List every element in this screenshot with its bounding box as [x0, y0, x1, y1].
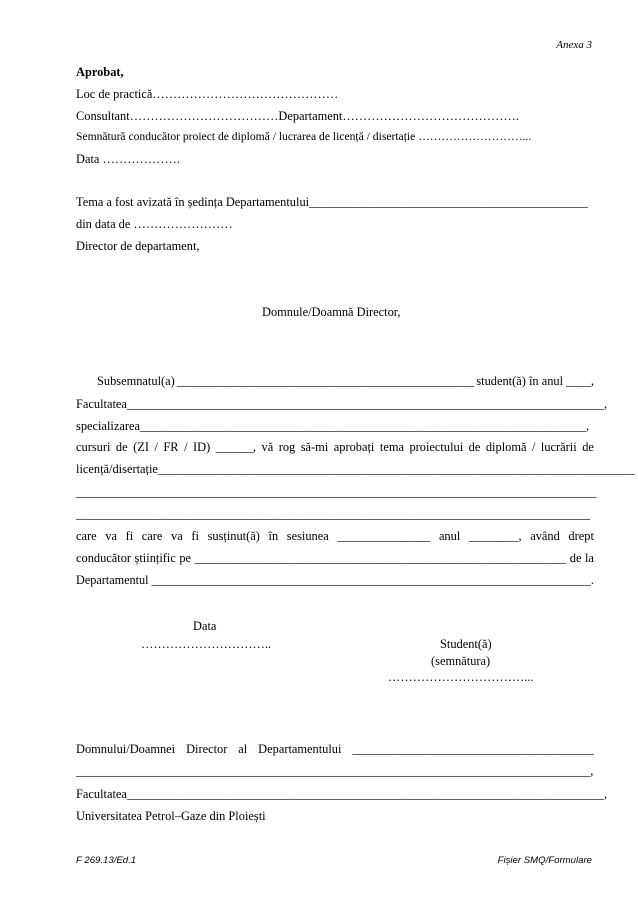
request-line-5: licență / disertație _____________________________________________________________________________ — [76, 462, 635, 476]
request-line-department: Departamentul ________________________________________________________________________. — [76, 573, 594, 587]
request-line-4: cursuri de (ZI / FR / ID) ______, vă rog să-mi aprobați tema proiectului de diplomă / lucrării de — [76, 440, 594, 454]
addressee-faculty-line: Facultatea _____________________________________________________________________________, — [76, 787, 608, 801]
university-name: Universitatea Petrol–Gaze din Ploiești — [76, 809, 266, 823]
meeting-date-line: din data de …………………… — [76, 217, 233, 231]
supervisor-signature-line: Semnătură conducător proiect de diplomă / lucrarea de licență / disertație ………………………... — [76, 130, 532, 143]
topic-approved-line: Tema a fost avizată în ședința Departamentului_____________________________________________ — [76, 195, 588, 209]
director-label: Director de departament, — [76, 239, 200, 253]
request-line-6: ____________________________________________________________________________________ — [76, 485, 597, 499]
student-signature-dots: ……………………………... — [388, 670, 534, 684]
salutation: Domnule/Doamnă Director, — [262, 305, 401, 319]
request-line-specialization: specializarea________________________________________________________________________, — [76, 419, 590, 433]
addressee-line-2: ___________________________________________________________________________________, — [76, 764, 594, 778]
request-line-8: care va fi care va fi susținut(ă) în sesiunea _______________ anul ________, având drept — [76, 529, 594, 543]
signature-date-label: Data — [193, 619, 217, 633]
consultant-line: Consultant………………………………Departament……………………………………. — [76, 109, 519, 123]
student-label: Student(ă) — [440, 637, 492, 651]
student-signature-label: (semnătura) — [431, 654, 491, 668]
request-line-7: ___________________________________________________________________________________ — [76, 507, 591, 521]
annex-label: Anexa 3 — [556, 39, 592, 51]
approval-title: Aprobat, — [76, 65, 124, 79]
request-line-1: Subsemnatul(a) ________________________________________________ student(ă) în anul ____, — [97, 374, 594, 388]
request-line-9: conducător științific pe ____________________________________________________________ de la — [76, 551, 594, 565]
approval-date-line: Data ………………. — [76, 152, 180, 166]
footer-form-code: F 269.13/Ed.1 — [76, 855, 137, 866]
addressee-line-1: Domnului/Doamnei Director al Departamentului _______________________________________ — [76, 742, 594, 756]
signature-date-dots: ………………………….. — [141, 637, 272, 651]
request-line-faculty: Facultatea _____________________________________________________________________________, — [76, 397, 608, 411]
practice-place-line: Loc de practică……………………………………… — [76, 87, 339, 101]
footer-file-path: Fișier SMQ/Formulare — [497, 855, 592, 866]
